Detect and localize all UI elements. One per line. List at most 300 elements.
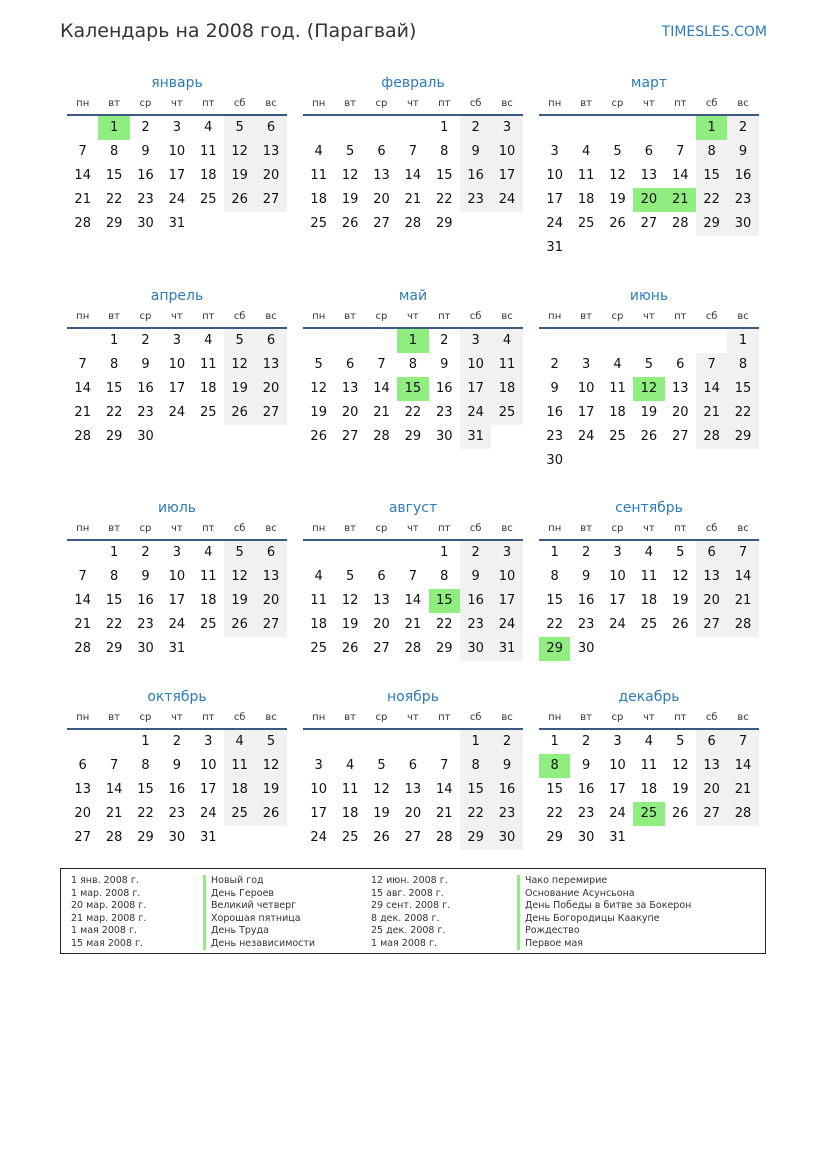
holiday-day-cell: 15 [429, 589, 460, 613]
day-cell: 4 [314, 569, 323, 584]
day-cell: 11 [341, 782, 359, 797]
day-cell: 22 [404, 405, 422, 420]
weekday-label: пн [76, 712, 90, 723]
day-cell: 22 [546, 806, 563, 821]
day-cell: 14 [105, 782, 123, 797]
weekday-label: пн [76, 523, 90, 534]
legend-holiday-name: День независимости [203, 938, 315, 951]
holiday-legend [60, 868, 766, 954]
day-cell: 18 [640, 782, 658, 797]
day-cell: 7 [78, 144, 87, 159]
day-cell: 3 [491, 116, 522, 140]
day-cell: 1 [460, 730, 491, 754]
day-cell: 10 [577, 381, 595, 396]
day-cell: 9 [727, 140, 758, 164]
legend-holiday-name: День Победы в битве за Бокерон [517, 900, 691, 913]
day-cell: 9 [460, 565, 491, 589]
day-cell: 17 [460, 377, 491, 401]
day-grid [303, 329, 523, 449]
day-cell: 28 [373, 429, 390, 444]
empty-cell [67, 329, 98, 353]
day-cell: 2 [460, 116, 491, 140]
legend-names-col-1 [203, 875, 315, 950]
month-10 [67, 686, 287, 850]
day-cell: 23 [137, 617, 154, 632]
day-cell: 21 [404, 192, 422, 207]
day-cell: 5 [613, 144, 622, 159]
day-cell: 10 [199, 758, 217, 773]
holiday-day-cell: 12 [633, 377, 664, 401]
day-cell: 15 [137, 782, 154, 797]
weekday-label: вс [265, 712, 277, 723]
day-cell: 14 [74, 168, 91, 183]
empty-cell [429, 730, 460, 754]
day-cell: 5 [676, 734, 685, 749]
day-cell: 12 [341, 168, 359, 183]
legend-holiday-date: 1 янв. 2008 г. [71, 875, 139, 886]
empty-cell [334, 541, 365, 565]
day-cell: 25 [640, 617, 658, 632]
day-cell: 26 [310, 429, 327, 444]
weekday-label: чт [643, 311, 655, 322]
day-cell: 18 [199, 593, 217, 608]
day-cell: 23 [577, 806, 595, 821]
legend-holiday-name: День Труда [203, 925, 315, 938]
day-cell: 29 [105, 641, 123, 656]
month-name: январь [151, 75, 203, 91]
day-cell: 19 [310, 405, 327, 420]
day-cell: 4 [644, 734, 653, 749]
day-cell: 16 [460, 589, 491, 613]
weekday-header [67, 708, 287, 730]
empty-cell [366, 116, 397, 140]
weekday-label: вс [265, 523, 277, 534]
day-grid [67, 541, 287, 661]
weekday-label: вт [108, 311, 120, 322]
day-cell: 16 [460, 164, 491, 188]
day-cell: 18 [224, 778, 255, 802]
month-1 [67, 72, 287, 236]
legend-holiday-name: Рождество [517, 925, 691, 938]
day-cell: 1 [727, 329, 758, 353]
day-cell: 31 [199, 830, 217, 845]
legend-holiday-date: 21 мар. 2008 г. [71, 912, 147, 924]
month-name: сентябрь [615, 500, 683, 516]
day-cell: 6 [345, 357, 355, 372]
day-cell: 27 [255, 188, 286, 212]
day-cell: 11 [199, 144, 217, 159]
day-cell: 17 [609, 782, 626, 797]
day-cell: 12 [310, 381, 327, 396]
day-cell: 8 [727, 353, 758, 377]
day-cell: 29 [137, 830, 154, 845]
day-grid [303, 116, 523, 236]
weekday-label: чт [643, 712, 655, 723]
legend-holiday-name: Хорошая пятница [203, 913, 315, 926]
day-cell: 6 [255, 329, 286, 353]
day-cell: 14 [727, 754, 758, 778]
day-cell: 9 [141, 569, 150, 584]
weekday-label: чт [643, 523, 655, 534]
empty-cell [98, 730, 129, 754]
day-cell: 23 [727, 188, 758, 212]
day-cell: 19 [255, 778, 286, 802]
empty-cell [665, 329, 696, 353]
day-cell: 6 [78, 758, 87, 773]
day-grid [303, 730, 523, 850]
day-cell: 13 [341, 381, 359, 396]
day-cell: 16 [168, 782, 186, 797]
weekday-label: сб [233, 712, 246, 723]
month-name: ноябрь [387, 689, 439, 705]
day-cell: 3 [172, 333, 181, 348]
weekday-label: пн [76, 98, 90, 109]
day-cell: 20 [255, 589, 286, 613]
day-cell: 25 [199, 617, 217, 632]
day-cell: 20 [373, 192, 390, 207]
day-cell: 8 [696, 140, 727, 164]
day-cell: 24 [491, 613, 522, 637]
weekday-label: чт [171, 712, 183, 723]
day-cell: 3 [314, 758, 323, 773]
day-cell: 17 [491, 164, 522, 188]
day-cell: 9 [491, 754, 522, 778]
day-cell: 26 [224, 188, 255, 212]
legend-holiday-name: Первое мая [517, 938, 691, 951]
day-cell: 19 [609, 192, 626, 207]
day-cell: 20 [373, 617, 390, 632]
day-cell: 21 [105, 806, 123, 821]
weekday-label: вс [265, 311, 277, 322]
empty-cell [303, 329, 334, 353]
weekday-label: вт [344, 712, 356, 723]
day-cell: 1 [109, 333, 119, 348]
day-cell: 2 [141, 333, 150, 348]
day-cell: 14 [74, 593, 91, 608]
legend-holiday-date: 1 мар. 2008 г. [71, 887, 141, 899]
month-name: август [388, 500, 438, 516]
empty-cell [397, 116, 428, 140]
day-cell: 8 [109, 569, 119, 584]
day-cell: 2 [172, 734, 181, 749]
day-cell: 17 [546, 192, 563, 207]
weekday-label: сб [469, 311, 482, 322]
empty-cell [303, 541, 334, 565]
day-cell: 19 [671, 593, 689, 608]
day-cell: 1 [109, 545, 119, 560]
weekday-header [539, 519, 759, 541]
day-cell: 12 [224, 353, 255, 377]
day-cell: 6 [377, 569, 386, 584]
day-cell: 16 [727, 164, 758, 188]
day-cell: 6 [255, 116, 286, 140]
legend-holiday-date: 25 дек. 2008 г. [371, 925, 446, 936]
weekday-label: пт [202, 712, 215, 723]
holiday-day-cell: 15 [397, 377, 428, 401]
legend-holiday-name: День Богородицы Каакупе [517, 913, 691, 926]
weekday-label: вс [737, 98, 749, 109]
weekday-label: пт [674, 98, 687, 109]
legend-holiday-name: Великий четверг [203, 900, 315, 913]
empty-cell [665, 116, 696, 140]
day-cell: 25 [609, 429, 626, 444]
weekday-label: чт [407, 98, 419, 109]
day-cell: 19 [224, 589, 255, 613]
day-cell: 22 [105, 192, 123, 207]
weekday-header [303, 519, 523, 541]
day-cell: 7 [696, 353, 727, 377]
day-cell: 12 [373, 782, 390, 797]
day-cell: 12 [224, 565, 255, 589]
day-cell: 20 [671, 405, 689, 420]
day-cell: 5 [224, 541, 255, 565]
empty-cell [67, 730, 98, 754]
day-cell: 24 [310, 830, 327, 845]
day-cell: 27 [373, 216, 390, 231]
day-cell: 30 [137, 216, 154, 231]
day-cell: 8 [550, 569, 559, 584]
weekday-label: вт [580, 523, 592, 534]
day-cell: 3 [460, 329, 491, 353]
day-cell: 23 [460, 188, 491, 212]
day-cell: 28 [74, 429, 91, 444]
weekday-header [539, 708, 759, 730]
legend-holiday-date: 29 сент. 2008 г. [371, 900, 451, 911]
legend-holiday-name: Чако перемирие [517, 875, 691, 888]
day-cell: 14 [404, 593, 422, 608]
day-cell: 14 [727, 565, 758, 589]
day-cell: 25 [199, 192, 217, 207]
weekday-label: сб [233, 98, 246, 109]
day-cell: 23 [435, 405, 453, 420]
day-cell: 26 [373, 830, 390, 845]
day-cell: 9 [581, 569, 591, 584]
weekday-label: ср [139, 98, 152, 109]
day-cell: 13 [255, 140, 286, 164]
day-cell: 16 [435, 381, 453, 396]
weekday-label: вт [344, 311, 356, 322]
weekday-header [67, 94, 287, 116]
day-cell: 10 [609, 569, 626, 584]
day-cell: 16 [491, 778, 522, 802]
day-cell: 11 [491, 353, 522, 377]
day-cell: 11 [640, 569, 658, 584]
weekday-label: вс [501, 712, 513, 723]
weekday-label: вс [737, 311, 749, 322]
weekday-label: пт [202, 98, 215, 109]
month-name: март [630, 75, 668, 91]
day-cell: 9 [550, 381, 559, 396]
weekday-label: пт [674, 311, 687, 322]
day-cell: 7 [408, 569, 417, 584]
month-name: апрель [150, 288, 204, 304]
day-cell: 1 [550, 734, 559, 749]
day-cell: 5 [676, 545, 685, 560]
day-cell: 4 [491, 329, 522, 353]
day-cell: 24 [460, 401, 491, 425]
day-cell: 28 [105, 830, 123, 845]
day-cell: 16 [137, 381, 154, 396]
month-8 [303, 497, 523, 661]
day-cell: 24 [577, 429, 595, 444]
day-cell: 27 [696, 613, 727, 637]
day-cell: 29 [435, 641, 453, 656]
day-cell: 14 [696, 377, 727, 401]
day-cell: 4 [314, 144, 323, 159]
day-cell: 29 [460, 826, 491, 850]
day-cell: 12 [341, 593, 359, 608]
day-cell: 8 [141, 758, 150, 773]
day-cell: 2 [581, 734, 591, 749]
day-cell: 18 [310, 192, 327, 207]
day-cell: 7 [676, 144, 685, 159]
empty-cell [334, 329, 365, 353]
day-cell: 18 [491, 377, 522, 401]
day-cell: 27 [404, 830, 422, 845]
weekday-label: пн [312, 523, 326, 534]
day-cell: 24 [168, 617, 186, 632]
weekday-label: вт [344, 98, 356, 109]
day-cell: 26 [224, 401, 255, 425]
day-cell: 2 [550, 357, 559, 372]
day-cell: 24 [491, 188, 522, 212]
day-cell: 30 [460, 637, 491, 661]
day-cell: 27 [255, 613, 286, 637]
weekday-label: ср [611, 712, 624, 723]
day-cell: 28 [74, 641, 91, 656]
day-cell: 12 [255, 754, 286, 778]
day-cell: 28 [404, 641, 422, 656]
day-cell: 11 [310, 593, 327, 608]
weekday-header [67, 519, 287, 541]
day-cell: 20 [74, 806, 91, 821]
weekday-label: пн [548, 98, 562, 109]
weekday-label: вс [501, 98, 513, 109]
day-cell: 4 [224, 730, 255, 754]
day-cell: 17 [577, 405, 595, 420]
day-cell: 11 [310, 168, 327, 183]
day-cell: 26 [255, 802, 286, 826]
month-2 [303, 72, 523, 236]
day-cell: 28 [696, 425, 727, 449]
weekday-label: вт [580, 98, 592, 109]
day-cell: 7 [727, 730, 758, 754]
day-cell: 23 [491, 802, 522, 826]
day-cell: 18 [199, 381, 217, 396]
day-grid [67, 329, 287, 449]
day-cell: 4 [644, 545, 653, 560]
weekday-label: сб [233, 523, 246, 534]
day-cell: 5 [377, 758, 386, 773]
day-cell: 19 [640, 405, 658, 420]
day-cell: 18 [341, 806, 359, 821]
weekday-label: пт [202, 523, 215, 534]
day-cell: 13 [373, 168, 390, 183]
day-cell: 10 [491, 140, 522, 164]
weekday-label: вт [108, 98, 120, 109]
day-cell: 28 [671, 216, 689, 231]
day-cell: 1 [440, 545, 449, 560]
day-cell: 24 [546, 216, 563, 231]
empty-cell [397, 730, 428, 754]
day-cell: 7 [78, 357, 87, 372]
day-grid [67, 730, 287, 850]
day-cell: 31 [609, 830, 626, 845]
legend-holiday-name: Основание Асунсьона [517, 888, 691, 901]
weekday-label: чт [407, 712, 419, 723]
day-cell: 10 [609, 758, 626, 773]
day-cell: 23 [577, 617, 595, 632]
day-cell: 31 [546, 240, 563, 255]
legend-holiday-date: 1 мая 2008 г. [371, 937, 437, 949]
day-cell: 2 [440, 333, 449, 348]
holiday-day-cell: 1 [397, 329, 428, 353]
day-cell: 13 [671, 381, 689, 396]
day-cell: 21 [727, 778, 758, 802]
day-cell: 18 [310, 617, 327, 632]
legend-holiday-date: 15 мая 2008 г. [71, 937, 144, 949]
weekday-label: вс [737, 712, 749, 723]
day-cell: 23 [168, 806, 186, 821]
day-cell: 24 [609, 806, 626, 821]
weekday-label: ср [139, 712, 152, 723]
day-cell: 8 [109, 144, 119, 159]
day-cell: 20 [341, 405, 359, 420]
month-name: июнь [629, 288, 669, 304]
day-cell: 11 [224, 754, 255, 778]
month-6 [539, 285, 759, 473]
weekday-label: пн [312, 98, 326, 109]
day-cell: 15 [727, 377, 758, 401]
month-name: октябрь [147, 689, 207, 705]
weekday-header [303, 94, 523, 116]
day-cell: 1 [440, 120, 449, 135]
day-cell: 10 [310, 782, 327, 797]
day-cell: 30 [577, 830, 595, 845]
day-cell: 30 [137, 641, 154, 656]
legend-names-col-2 [517, 875, 691, 950]
day-cell: 22 [435, 617, 453, 632]
empty-cell [602, 116, 633, 140]
day-cell: 16 [137, 593, 154, 608]
site-link[interactable]: TIMESLES.COM [661, 24, 767, 40]
empty-cell [366, 329, 397, 353]
weekday-label: сб [705, 523, 718, 534]
day-cell: 8 [440, 569, 449, 584]
weekday-label: чт [171, 98, 183, 109]
day-cell: 26 [341, 216, 359, 231]
day-cell: 13 [255, 353, 286, 377]
empty-cell [633, 116, 664, 140]
day-cell: 29 [105, 429, 123, 444]
day-cell: 19 [341, 192, 359, 207]
weekday-label: вс [501, 311, 513, 322]
day-cell: 6 [408, 758, 417, 773]
weekday-label: чт [407, 311, 419, 322]
weekday-label: пн [548, 712, 562, 723]
day-cell: 29 [696, 212, 727, 236]
weekday-label: ср [375, 523, 388, 534]
day-cell: 25 [199, 405, 217, 420]
day-cell: 4 [613, 357, 622, 372]
day-cell: 25 [341, 830, 359, 845]
day-cell: 26 [609, 216, 626, 231]
day-cell: 11 [640, 758, 658, 773]
empty-cell [67, 116, 98, 140]
day-cell: 9 [141, 357, 150, 372]
day-cell: 20 [696, 778, 727, 802]
weekday-label: чт [171, 523, 183, 534]
